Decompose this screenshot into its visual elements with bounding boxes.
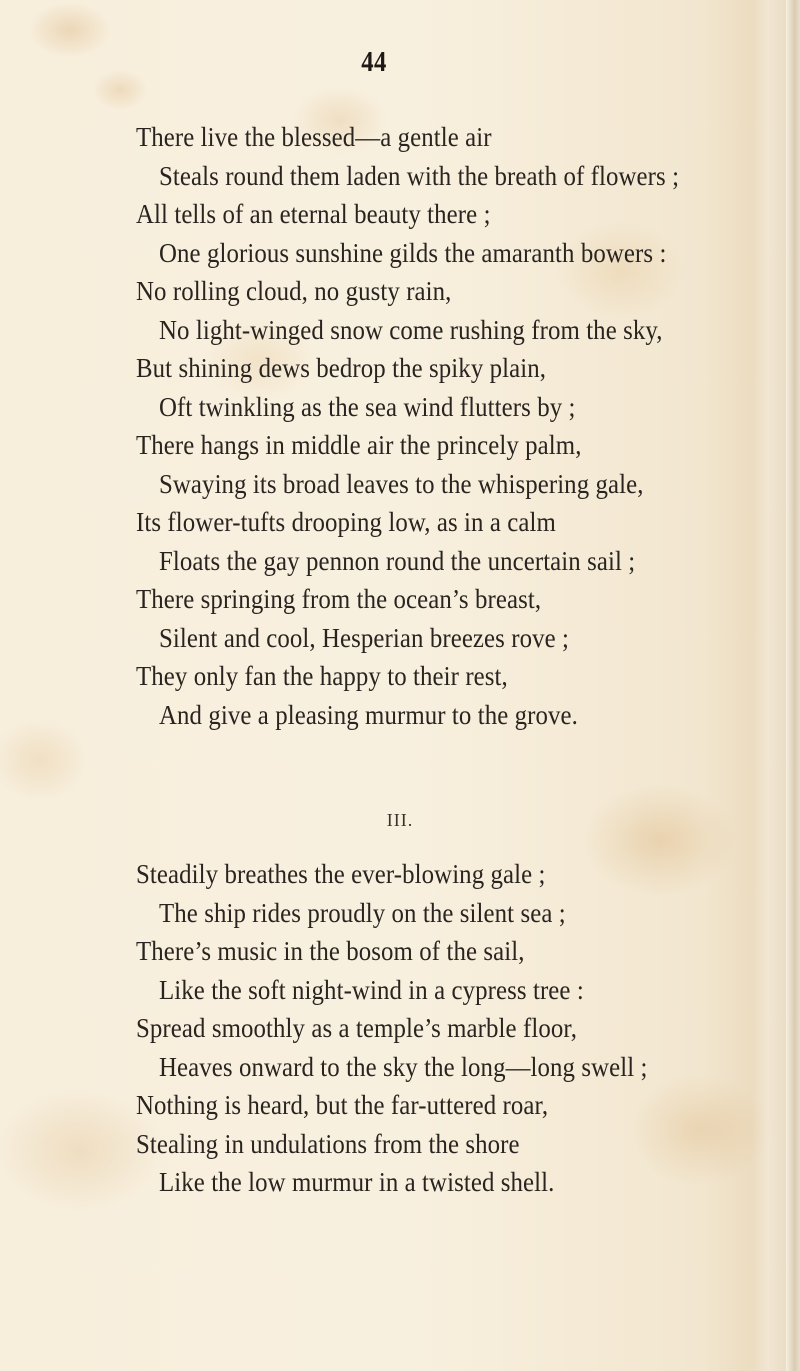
poem-line: Heaves onward to the sky the long—long swell ; bbox=[159, 1051, 648, 1082]
poem-line: One glorious sunshine gilds the amaranth bowers : bbox=[159, 237, 667, 268]
poem-line: No light-winged snow come rushing from the sky, bbox=[159, 314, 663, 345]
poem-line: Nothing is heard, but the far-uttered roar, bbox=[136, 1090, 549, 1120]
poem-line: Oft twinkling as the sea wind flutters by ; bbox=[159, 391, 576, 422]
poem-line: No rolling cloud, no gusty rain, bbox=[136, 276, 452, 306]
poem-line: Swaying its broad leaves to the whispering gale, bbox=[159, 468, 644, 499]
poem-line: There’s music in the bosom of the sail, bbox=[136, 936, 525, 966]
stanza-1 bbox=[136, 118, 796, 734]
poem-line: Spread smoothly as a temple’s marble floor, bbox=[136, 1013, 578, 1043]
poem-line: Stealing in undulations from the shore bbox=[136, 1128, 520, 1159]
section-numeral: III. bbox=[386, 810, 414, 830]
poem-line: They only fan the happy to their rest, bbox=[136, 661, 508, 691]
poem-line: All tells of an eternal beauty there ; bbox=[136, 199, 491, 229]
poem-line: Floats the gay pennon round the uncertain sail ; bbox=[159, 545, 636, 576]
poem-line: Steadily breathes the ever-blowing gale ; bbox=[136, 859, 546, 889]
poem-line: The ship rides proudly on the silent sea ; bbox=[159, 897, 566, 928]
poem-line: But shining dews bedrop the spiky plain, bbox=[136, 353, 547, 383]
poem-line: There springing from the ocean’s breast, bbox=[136, 584, 542, 614]
poem-line: Like the low murmur in a twisted shell. bbox=[159, 1167, 555, 1197]
stanza-2 bbox=[136, 855, 796, 1202]
poem-line: Its flower-tufts drooping low, as in a calm bbox=[136, 507, 556, 537]
poem-line: And give a pleasing murmur to the grove. bbox=[159, 699, 578, 730]
page-number: 44 bbox=[361, 46, 387, 78]
poem-line: Silent and cool, Hesperian breezes rove ; bbox=[159, 622, 570, 653]
poem-line: There hangs in middle air the princely palm, bbox=[136, 430, 582, 460]
poem-line: There live the blessed—a gentle air bbox=[136, 122, 492, 152]
poem-line: Steals round them laden with the breath of flowers ; bbox=[159, 160, 680, 191]
poem-line: Like the soft night-wind in a cypress tree : bbox=[159, 974, 584, 1005]
